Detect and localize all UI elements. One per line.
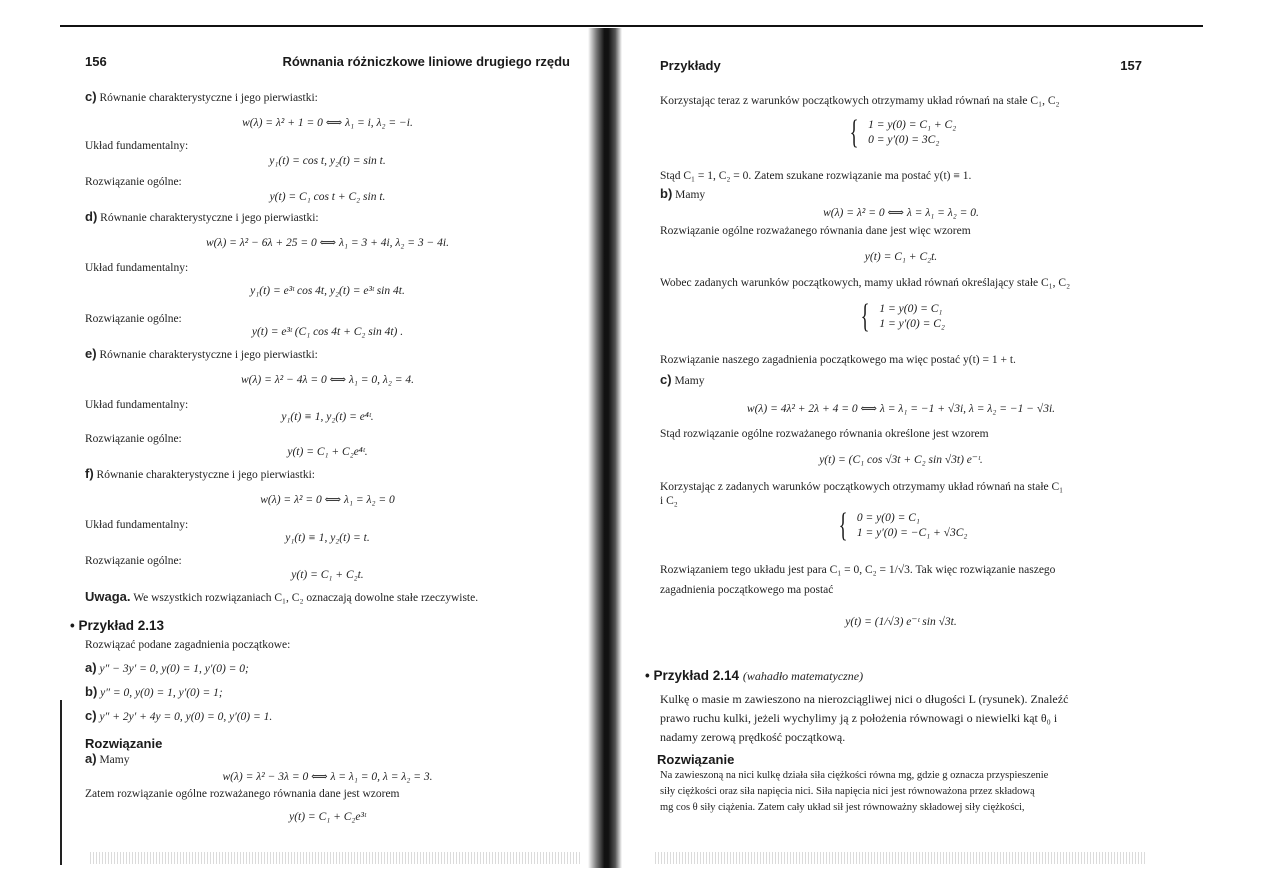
line: Układ fundamentalny: <box>85 399 189 411</box>
paragraph: Korzystając z zadanych warunków początkowych otrzymamy układ równań na stałe C₁ <box>660 481 1064 493</box>
equation: y₁(t) = cos t, y₂(t) = sin t. <box>269 155 386 167</box>
remark: Uwaga. We wszystkich rozwiązaniach C₁, C₂ oznaczają dowolne stałe rzeczywiste. <box>85 589 479 604</box>
left-page <box>70 0 570 893</box>
paragraph: Stąd rozwiązanie ogólne rozważanego równania określone jest wzorem <box>660 428 989 440</box>
solution-heading: Rozwiązanie <box>85 736 163 751</box>
example-heading: • Przykład 2.13 <box>70 618 165 633</box>
line: a) Mamy <box>85 751 130 766</box>
scan-edge <box>60 700 62 865</box>
running-head: Równania różniczkowe liniowe drugiego rzędu <box>282 54 570 69</box>
example-heading: • Przykład 2.14 (wahadło matematyczne) <box>645 668 864 683</box>
task-item: c) y″ + 2y′ + 4y = 0, y(0) = 0, y′(0) = 1. <box>85 708 273 723</box>
paragraph: Korzystając teraz z warunków początkowych otrzymamy układ równań na stałe C₁, C₂ <box>660 95 1060 107</box>
line: Układ fundamentalny: <box>85 262 189 274</box>
equation-system: { 0 = y(0) = C₁ 1 = y′(0) = −C₁ + √3C₂ <box>838 507 968 544</box>
equation: y₁(t) ≡ 1, y₂(t) = t. <box>285 532 370 544</box>
brace-icon: { <box>838 507 848 544</box>
page-number: 157 <box>1120 58 1142 73</box>
equation: y(t) = C₁ + C₂e³ᵗ <box>289 811 366 823</box>
task-item: a) y″ − 3y′ = 0, y(0) = 1, y′(0) = 0; <box>85 660 249 675</box>
equation: w(λ) = λ² − 4λ = 0 ⟺ λ₁ = 0, λ₂ = 4. <box>240 374 415 386</box>
equation: w(λ) = λ² = 0 ⟺ λ₁ = λ₂ = 0 <box>260 494 395 506</box>
running-head: Przykłady <box>660 58 721 73</box>
equation: w(λ) = 4λ² + 2λ + 4 = 0 ⟺ λ = λ₁ = −1 + √3i, λ = λ₂ = −1 − √3i. <box>746 403 1056 415</box>
line: Rozwiązanie ogólne: <box>85 555 182 567</box>
equation: y(t) = C₁ + C₂t. <box>291 569 364 581</box>
equation: w(λ) = λ² = 0 ⟺ λ = λ₁ = λ₂ = 0. <box>823 207 979 219</box>
brace-icon: { <box>849 114 859 151</box>
paragraph: siły ciężkości oraz siła napięcia nici. Siła napięcia nici jest równoważona przez składową <box>660 786 1035 797</box>
brace-icon: { <box>860 298 870 335</box>
equation: y(t) = C₁ + C₂t. <box>864 251 938 263</box>
equation: y(t) = (1/√3) e⁻ᵗ sin √3t. <box>845 616 957 628</box>
line: Układ fundamentalny: <box>85 519 189 531</box>
line: c) Równanie charakterystyczne i jego pierwiastki: <box>85 89 318 104</box>
paragraph: i C₂ <box>660 495 678 507</box>
paragraph: Stąd C₁ = 1, C₂ = 0. Zatem szukane rozwiązanie ma postać y(t) ≡ 1. <box>660 170 972 182</box>
equation: y(t) = C₁ cos t + C₂ sin t. <box>269 191 386 203</box>
book-gutter <box>588 28 622 868</box>
line: Zatem rozwiązanie ogólne rozważanego równania dane jest wzorem <box>85 788 400 800</box>
line: Rozwiązanie ogólne: <box>85 313 182 325</box>
equation: y₁(t) = e³ᵗ cos 4t, y₂(t) = e³ᵗ sin 4t. <box>250 285 405 297</box>
solution-heading: Rozwiązanie <box>657 752 735 767</box>
line: c) Mamy <box>660 372 705 387</box>
paragraph: mg cos θ siły ciążenia. Zatem cały układ sił jest równoważny składowej siły ciężkości, <box>660 802 1025 813</box>
paragraph: nadamy zerową prędkość początkową. <box>660 730 846 744</box>
equation: y₁(t) ≡ 1, y₂(t) = e⁴ᵗ. <box>281 411 374 423</box>
paragraph: Na zawieszoną na nici kulkę działa siła ciężkości równa mg, gdzie g oznacza przyspieszenie <box>660 770 1049 781</box>
paragraph: Rozwiązanie naszego zagadnienia początkowego ma więc postać y(t) = 1 + t. <box>660 354 1016 366</box>
paragraph: Rozwiązanie ogólne rozważanego równania dane jest więc wzorem <box>660 225 971 237</box>
equation: w(λ) = λ² − 3λ = 0 ⟺ λ = λ₁ = 0, λ = λ₂ = 3. <box>222 771 433 783</box>
equation-system: { 1 = y(0) = C₁ + C₂ 0 = y′(0) = 3C₂ <box>849 114 957 151</box>
line: d) Równanie charakterystyczne i jego pierwiastki: <box>85 209 319 224</box>
right-header <box>660 58 1142 73</box>
equation: y(t) = (C₁ cos √3t + C₂ sin √3t) e⁻ᵗ. <box>819 454 983 466</box>
paragraph: Wobec zadanych warunków początkowych, mamy układ równań określający stałe C₁, C₂ <box>660 277 1071 289</box>
equation: w(λ) = λ² − 6λ + 25 = 0 ⟺ λ₁ = 3 + 4i, λ₂ = 3 − 4i. <box>205 237 449 249</box>
paragraph: zagadnienia początkowego ma postać <box>660 584 834 596</box>
equation-system: { 1 = y(0) = C₁ 1 = y′(0) = C₂ <box>860 298 945 335</box>
line: Rozwiązanie ogólne: <box>85 433 182 445</box>
page-number: 156 <box>85 54 107 69</box>
right-page <box>645 0 1142 893</box>
equation: y(t) = C₁ + C₂e⁴ᵗ. <box>287 446 368 458</box>
paragraph: Kulkę o masie m zawieszono na nierozciągliwej nici o długości L (rysunek). Znaleźć <box>660 692 1069 706</box>
paragraph: prawo ruchu kulki, jeżeli wychylimy ją z położenia równowagi o niewielki kąt θ₀ i <box>660 711 1058 725</box>
task-item: b) y″ = 0, y(0) = 1, y′(0) = 1; <box>85 684 223 699</box>
line: e) Równanie charakterystyczne i jego pierwiastki: <box>85 346 318 361</box>
line: b) Mamy <box>660 186 706 201</box>
paragraph: Rozwiązaniem tego układu jest para C₁ = 0, C₂ = 1/√3. Tak więc rozwiązanie naszego <box>660 564 1056 576</box>
line: Układ fundamentalny: <box>85 140 189 152</box>
left-header <box>85 54 570 69</box>
example-intro: Rozwiązać podane zagadnienia początkowe: <box>85 639 291 651</box>
line: f) Równanie charakterystyczne i jego pierwiastki: <box>85 466 315 481</box>
equation: y(t) = e³ᵗ (C₁ cos 4t + C₂ sin 4t) . <box>251 326 404 338</box>
line: Rozwiązanie ogólne: <box>85 176 182 188</box>
equation: w(λ) = λ² + 1 = 0 ⟺ λ₁ = i, λ₂ = −i. <box>242 117 413 129</box>
